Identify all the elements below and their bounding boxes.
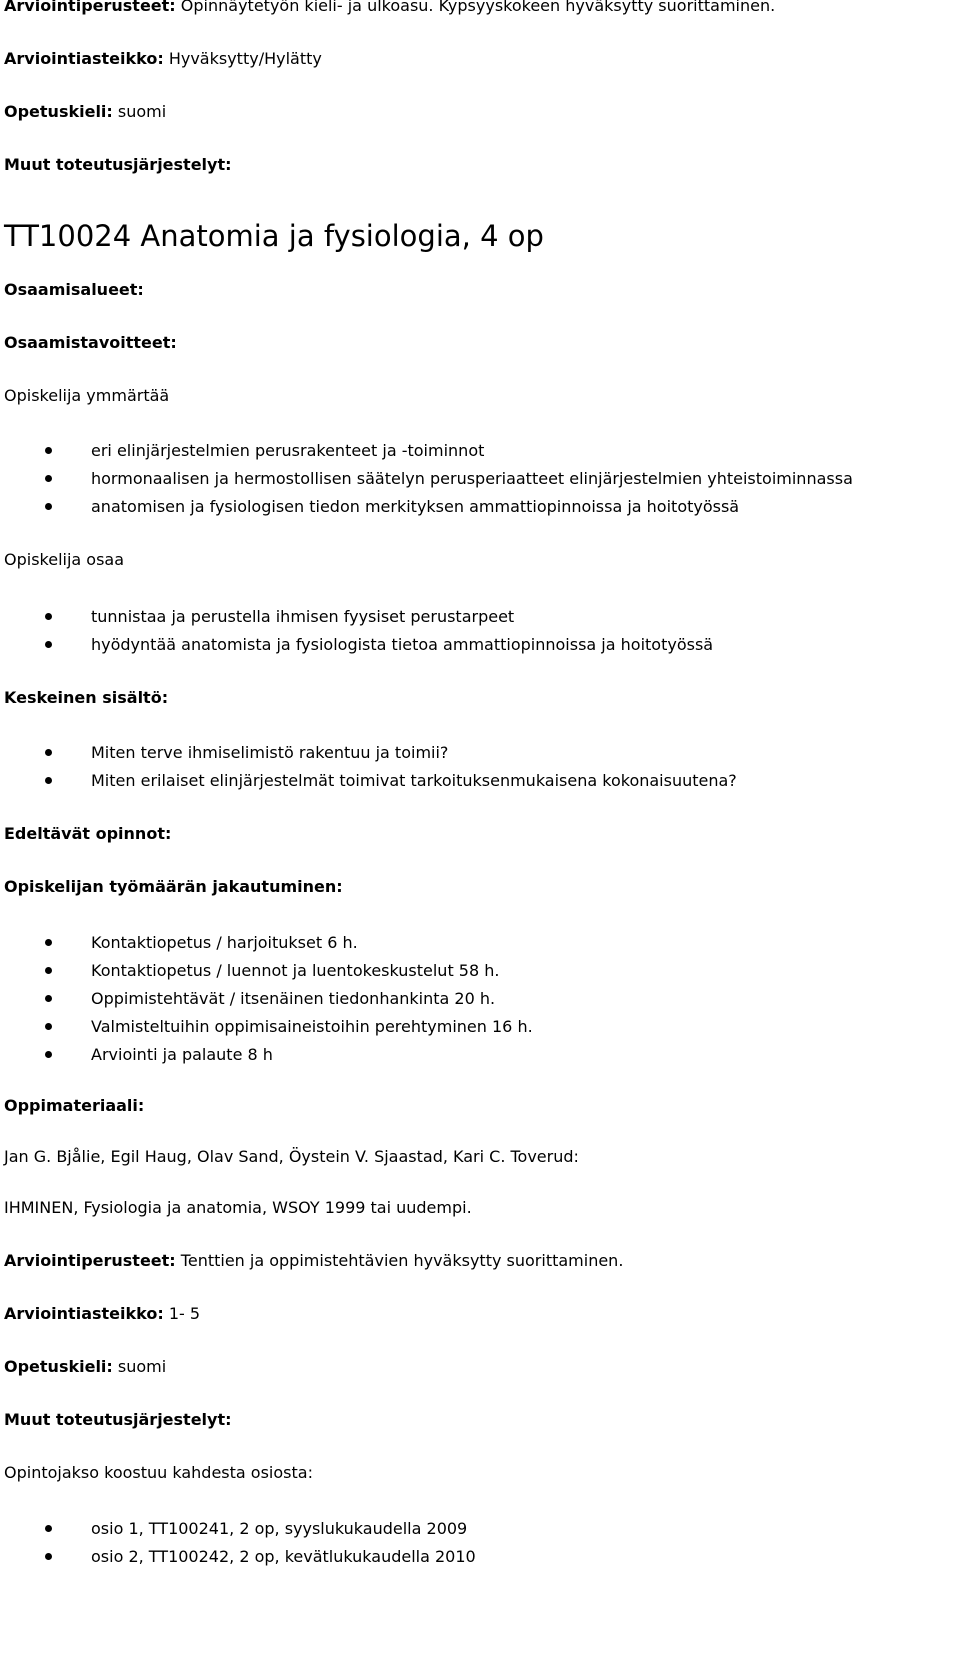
- bullet-icon: [45, 995, 52, 1002]
- scale-text: Hyväksytty/Hylätty: [168, 49, 322, 68]
- scale-text: 1- 5: [168, 1304, 201, 1323]
- parts-intro: Opintojakso koostuu kahdesta osiosta:: [4, 1463, 313, 1482]
- list-item: Kontaktiopetus / harjoitukset 6 h.: [0, 932, 533, 960]
- scale-line: [4, 1304, 200, 1324]
- workload-list: [0, 932, 533, 1072]
- bullet-icon: [45, 777, 52, 784]
- bullet-icon: [45, 1051, 52, 1058]
- list-item: Oppimistehtävät / itsenäinen tiedonhankinta 20 h.: [0, 988, 533, 1016]
- prerequisites-label: Edeltävät opinnot:: [4, 824, 172, 843]
- materials-book: IHMINEN, Fysiologia ja anatomia, WSOY 1999 tai uudempi.: [4, 1198, 472, 1217]
- bullet-icon: [45, 749, 52, 756]
- language-line: [4, 1357, 166, 1377]
- can-do-intro: Opiskelija osaa: [4, 550, 125, 569]
- list-item: Miten terve ihmiselimistö rakentuu ja toimii?: [0, 742, 737, 770]
- competence-areas-label: Osaamisalueet:: [4, 280, 144, 299]
- criteria-top-line: [4, 0, 775, 16]
- course-title: TT10024 Anatomia ja fysiologia, 4 op: [4, 219, 544, 253]
- language-top-line: [4, 102, 166, 122]
- bullet-icon: [45, 939, 52, 946]
- list-item: eri elinjärjestelmien perusrakenteet ja -toiminnot: [0, 440, 853, 468]
- criteria-line: [4, 1251, 623, 1271]
- list-item: tunnistaa ja perustella ihmisen fyysiset perustarpeet: [0, 606, 713, 634]
- bullet-icon: [45, 1553, 52, 1560]
- understands-intro: Opiskelija ymmärtää: [4, 386, 170, 405]
- bullet-icon: [45, 447, 52, 454]
- list-item: Kontaktiopetus / luennot ja luentokeskustelut 58 h.: [0, 960, 533, 988]
- list-item: hyödyntää anatomista ja fysiologista tietoa ammattiopinnoissa ja hoitotyössä: [0, 634, 713, 662]
- list-item: Miten erilaiset elinjärjestelmät toimivat tarkoituksenmukaisena kokonaisuutena?: [0, 770, 737, 798]
- language-text: suomi: [117, 1357, 167, 1376]
- other-arrangements-label: Muut toteutusjärjestelyt:: [4, 1410, 232, 1429]
- workload-label: Opiskelijan työmäärän jakautuminen:: [4, 877, 343, 896]
- scale-label: Arviointiasteikko:: [4, 49, 164, 68]
- criteria-text: Opinnäytetyön kieli- ja ulkoasu. Kypsyyskokeen hyväksytty suorittaminen.: [180, 0, 776, 15]
- bullet-icon: [45, 967, 52, 974]
- can-do-list: [0, 606, 713, 662]
- bullet-icon: [45, 1023, 52, 1030]
- list-item: osio 1, TT100241, 2 op, syyslukukaudella 2009: [0, 1518, 476, 1546]
- bullet-icon: [45, 475, 52, 482]
- language-label: Opetuskieli:: [4, 102, 113, 121]
- bullet-icon: [45, 641, 52, 648]
- scale-label: Arviointiasteikko:: [4, 1304, 164, 1323]
- bullet-icon: [45, 503, 52, 510]
- list-item: osio 2, TT100242, 2 op, kevätlukukaudella 2010: [0, 1546, 476, 1574]
- list-item: Arviointi ja palaute 8 h: [0, 1044, 533, 1072]
- bullet-icon: [45, 1525, 52, 1532]
- list-item: hormonaalisen ja hermostollisen säätelyn perusperiaatteet elinjärjestelmien yhteistoiminnassa: [0, 468, 853, 496]
- criteria-label: Arviointiperusteet:: [4, 1251, 176, 1270]
- language-label: Opetuskieli:: [4, 1357, 113, 1376]
- list-item: anatomisen ja fysiologisen tiedon merkityksen ammattiopinnoissa ja hoitotyössä: [0, 496, 853, 524]
- content-list: [0, 742, 737, 798]
- materials-label: Oppimateriaali:: [4, 1096, 145, 1115]
- content-label: Keskeinen sisältö:: [4, 688, 169, 707]
- language-text: suomi: [117, 102, 167, 121]
- materials-authors: Jan G. Bjålie, Egil Haug, Olav Sand, Öystein V. Sjaastad, Kari C. Toverud:: [4, 1147, 579, 1166]
- list-item: Valmisteltuihin oppimisaineistoihin perehtyminen 16 h.: [0, 1016, 533, 1044]
- other-arrangements-top-label: Muut toteutusjärjestelyt:: [4, 155, 232, 174]
- bullet-icon: [45, 613, 52, 620]
- understands-list: [0, 440, 853, 524]
- parts-list: [0, 1518, 476, 1574]
- scale-top-line: [4, 49, 322, 69]
- criteria-text: Tenttien ja oppimistehtävien hyväksytty suorittaminen.: [180, 1251, 624, 1270]
- criteria-label: Arviointiperusteet:: [4, 0, 176, 15]
- objectives-label: Osaamistavoitteet:: [4, 333, 177, 352]
